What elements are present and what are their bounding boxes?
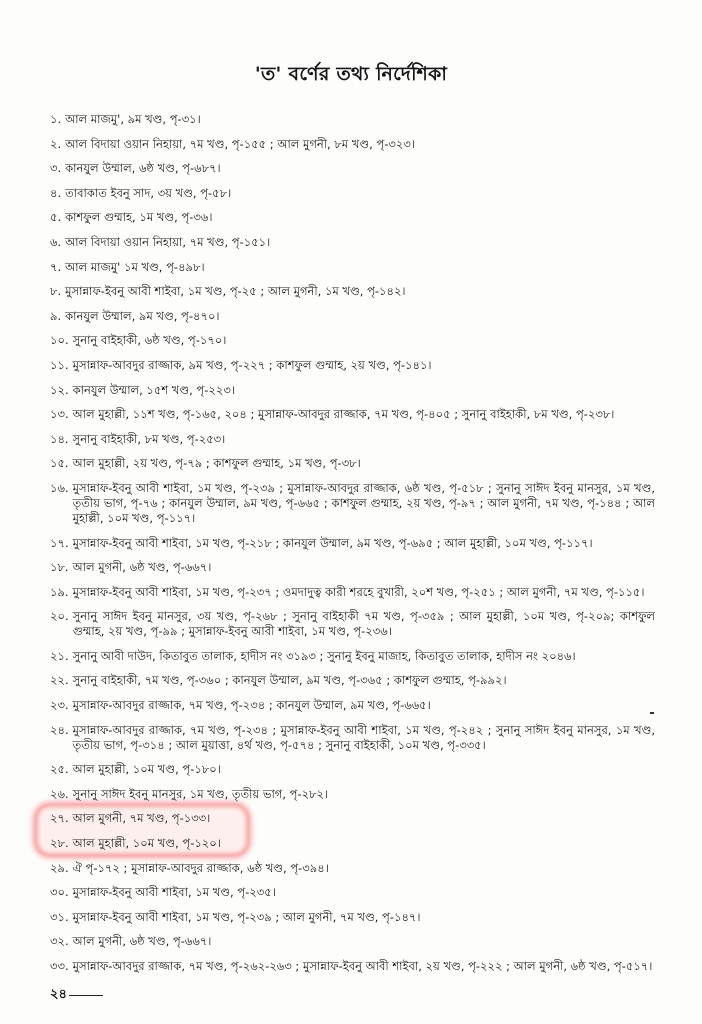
reference-number: ২৯. <box>50 860 69 875</box>
reference-entry <box>50 723 655 753</box>
reference-entry <box>50 609 655 639</box>
reference-text: আল মুহাল্লী, ১০ম খণ্ড, পৃ-১৮০। <box>72 762 221 777</box>
reference-entry <box>50 934 655 949</box>
reference-entry <box>50 836 655 851</box>
reference-text: মুসান্নাফ-ইবনু আবী শাইবা, ১ম খণ্ড, পৃ-২৩৯ ; আল মুগনী, ৭ম খণ্ড, পৃ-১৪৭। <box>72 909 421 924</box>
reference-entry <box>50 673 655 688</box>
reference-number: ৬. <box>50 234 62 249</box>
reference-entry <box>50 235 655 250</box>
reference-number: ৪. <box>50 185 62 200</box>
reference-number: ৩০. <box>50 885 69 900</box>
reference-entry <box>50 481 655 526</box>
reference-text: আল মুগনী, ৭ম খণ্ড, পৃ-১৩৩। <box>72 811 211 826</box>
reference-entry <box>50 260 655 275</box>
reference-list <box>50 112 655 984</box>
reference-text: কানযুল উম্মাল, ৯ম খণ্ড, পৃ-৪৭০। <box>65 308 220 323</box>
reference-text: আল মুগনী, ৬ষ্ঠ খণ্ড, পৃ-৬৬৭। <box>72 934 212 949</box>
reference-text: কাশফুল গুম্মাহ, ১ম খণ্ড, পৃ-৩৬। <box>65 210 213 225</box>
reference-entry <box>50 861 655 876</box>
reference-entry <box>50 210 655 225</box>
page-number <box>50 985 103 1006</box>
reference-text: মুসান্নাফ-আবদুর রাজ্জাক, ৯ম খণ্ড, পৃ-২২৭ ; কাশফুল গুম্মাহ, ২য় খণ্ড, পৃ-১৪১। <box>72 357 432 372</box>
page-number-text: ২৪ <box>50 987 67 1002</box>
reference-number: ৭. <box>50 259 62 274</box>
reference-entry <box>50 762 655 777</box>
reference-text: আল মাজমু' ১ম খণ্ড, পৃ-৪৯৮। <box>65 259 205 274</box>
reference-number: ২৩. <box>50 698 69 713</box>
reference-number: ৩৩. <box>50 959 69 973</box>
reference-entry <box>50 333 655 348</box>
reference-entry <box>50 309 655 324</box>
reference-number: ৩২. <box>50 934 69 949</box>
reference-number: ১৭. <box>50 535 69 550</box>
reference-entry <box>50 649 655 664</box>
reference-text: কানযুল উম্মাল, ১৫শ খণ্ড, পৃ-২২৩। <box>72 382 235 397</box>
reference-entry <box>50 959 655 974</box>
reference-text: সুনানু সাঈদ ইবনু মানসুর, ৩য় খণ্ড, পৃ-২৬৮ ; সুনানু বাইহাকী ৭ম খণ্ড, পৃ-৩৫৯ ; আল মুহাল্লী, ১০ম খণ্ড, পৃ-২০৯; কাশফুল গুম্মাহ, ২য় খণ্ড, পৃ-৯৯ ; মুসান্নাফ-ইবনু আবী শাইবা, ১ম খণ্ড, পৃ-২৩৬। <box>72 609 655 639</box>
reference-text: আল মাজমু', ৯ম খণ্ড, পৃ-৩১। <box>65 112 201 126</box>
reference-text: আল মুহাল্লী, ২য় খণ্ড, পৃ-৭৯ ; কাশফুল গুম্মাহ, ১ম খণ্ড, পৃ-৩৮। <box>72 456 361 471</box>
reference-entry <box>50 407 655 422</box>
reference-number: ১৫. <box>50 456 69 471</box>
reference-number: ২. <box>50 136 62 151</box>
reference-number: ১৬. <box>50 480 69 495</box>
reference-entry <box>50 161 655 176</box>
reference-number: ২১. <box>50 648 69 663</box>
reference-entry <box>50 536 655 551</box>
reference-text: সুনানু বাইহাকী, ৭ম খণ্ড, পৃ-৩৬০ ; কানযুল উম্মাল, ৯ম খণ্ড, পৃ-৩৬৫ ; কাশফুল গুম্মাহ, পৃ-৯৯২। <box>72 673 507 688</box>
reference-entry <box>50 284 655 299</box>
reference-entry <box>50 585 655 600</box>
reference-number: ১৮. <box>50 560 69 575</box>
reference-text: ঐ পৃ-১৭২ ; মুসান্নাফ-আবদুর রাজ্জাক, ৬ষ্ঠ খণ্ড, পৃ-৩৯৪। <box>72 860 329 875</box>
reference-entry <box>50 910 655 925</box>
reference-text: কানযুল উম্মাল, ৬ষ্ঠ খণ্ড, পৃ-৬৮৭। <box>65 161 221 176</box>
reference-number: ২৭. <box>50 811 69 826</box>
reference-text: আল মুহাল্লী, ১১শ খণ্ড, পৃ-১৬৫, ২০৪ ; মুসান্নাফ-আবদুর রাজ্জাক, ৭ম খণ্ড, পৃ-৪০৫ ; সুনানু বাইহাকী, ৮ম খণ্ড, পৃ-২৩৮। <box>72 407 615 422</box>
reference-text: মুসান্নাফ-ইবনু আবী শাইবা, ১ম খণ্ড, পৃ-২৫ ; আল মুগনী, ১ম খণ্ড, পৃ-১৪২। <box>65 284 406 299</box>
reference-text: সুনানু বাইহাকী, ৬ষ্ঠ খণ্ড, পৃ-১৭০। <box>72 333 227 348</box>
stray-mark <box>650 712 654 714</box>
reference-text: আল মুগনী, ৬ষ্ঠ খণ্ড, পৃ-৬৬৭। <box>72 560 212 575</box>
reference-entry <box>50 885 655 900</box>
reference-text: মুসান্নাফ-আবদুর রাজ্জাক, ৭ম খণ্ড, পৃ-২৬২-২৬৩ ; মুসান্নাফ-ইবনু আবী শাইবা, ২য় খণ্ড, পৃ-২২২ ; আল মুগনী, ৬ষ্ঠ খণ্ড, পৃ-৫১৭। <box>72 959 653 973</box>
reference-number: ২৫. <box>50 762 69 777</box>
reference-text: সুনানু বাইহাকী, ৮ম খণ্ড, পৃ-২৫৩। <box>72 431 226 446</box>
reference-number: ২৮. <box>50 836 69 851</box>
reference-number: ৫. <box>50 210 62 225</box>
reference-number: ২২. <box>50 673 69 688</box>
reference-entry <box>50 432 655 447</box>
page-number-rule <box>69 995 103 996</box>
reference-entry <box>50 358 655 373</box>
reference-text: সুনানু আবী দাউদ, কিতাবুত তালাক, হাদীস নং ৩১৯৩ ; সুনানু ইবনু মাজাহ, কিতাবুত তালাক, হাদীস নং ২০৪৬। <box>72 648 576 663</box>
reference-number: ১১. <box>50 357 69 372</box>
reference-entry <box>50 456 655 471</box>
reference-entry <box>50 383 655 398</box>
reference-number: ১৪. <box>50 431 69 446</box>
reference-entry <box>50 112 655 127</box>
reference-text: মুসান্নাফ-আবদুর রাজ্জাক, ৭ম খণ্ড, পৃ-২৩৪ ; মুসান্নাফ-ইবনু আবী শাইবা, ১ম খণ্ড, পৃ-২৪২ ; সুনানু সাঈদ ইবনু মানসুর, ১ম খণ্ড, তৃতীয় ভাগ, পৃ-৩১৪ ; আল মুয়াত্তা, ৪র্থ খণ্ড, পৃ-৫৭৪ ; সুনানু বাইহাকী, ১০ম খণ্ড, পৃ-৩৩৫। <box>72 722 655 752</box>
reference-text: তাবাকাত ইবনু সাদ, ৩য় খণ্ড, পৃ-৫৮। <box>65 185 232 200</box>
reference-text: মুসান্নাফ-ইবনু আবী শাইবা, ১ম খণ্ড, পৃ-২৩৫। <box>72 885 276 900</box>
reference-text: সুনানু সাঈদ ইবনু মানসুর, ১ম খণ্ড, তৃতীয় ভাগ, পৃ-২৮২। <box>72 786 329 801</box>
reference-number: ২৬. <box>50 786 69 801</box>
reference-number: ৮. <box>50 284 62 299</box>
reference-text: আল মুহাল্লী, ১০ম খণ্ড, পৃ-১২০। <box>72 836 221 851</box>
reference-number: ১৩. <box>50 407 69 422</box>
reference-entry <box>50 560 655 575</box>
reference-number: ১৯. <box>50 584 69 599</box>
reference-entry <box>50 137 655 152</box>
page-title: 'ত' বর্ণের তথ্য নির্দেশিকা <box>254 63 448 85</box>
reference-number: ৩. <box>50 161 62 176</box>
reference-text: আল বিদায়া ওয়ান নিহায়া, ৭ম খণ্ড, পৃ-১৫১। <box>65 234 271 249</box>
reference-text: মুসান্নাফ-ইবনু আবী শাইবা, ১ম খণ্ড, পৃ-২৩৯ ; মুসান্নাফ-আবদুর রাজ্জাক, ৬ষ্ঠ খণ্ড, পৃ-৫১৮ ; সুনানু সাঈদ ইবনু মানসুর, ১ম খণ্ড, তৃতীয় ভাগ, পৃ-৭৬ ; কানযুল উম্মাল, ৯ম খণ্ড, পৃ-৬৬৫ ; কাশফুল গুম্মাহ, ২য় খণ্ড, পৃ-৯৭ ; আল মুগনী, ৭ম খণ্ড, পৃ-১৪৪ ; আল মুহাল্লী, ১০ম খণ্ড, পৃ-১১৭। <box>72 480 655 525</box>
reference-number: ৩১. <box>50 909 69 924</box>
reference-entry <box>50 698 655 713</box>
reference-text: মুসান্নাফ-ইবনু আবী শাইবা, ১ম খণ্ড, পৃ-২১৮ ; কানযুল উম্মাল, ৯ম খণ্ড, পৃ-৬৯৫ ; আল মুহাল্লী, ১০ম খণ্ড, পৃ-১১৭। <box>72 535 593 550</box>
reference-text: মুসান্নাফ-আবদুর রাজ্জাক, ৭ম খণ্ড, পৃ-২৩৪ ; কানযুল উম্মাল, ৯ম খণ্ড, পৃ-৬৬৫। <box>72 698 431 713</box>
reference-number: ২০. <box>50 609 69 624</box>
reference-text: আল বিদায়া ওয়ান নিহায়া, ৭ম খণ্ড, পৃ-১৫৫ ; আল মুগনী, ৮ম খণ্ড, পৃ-৩২৩। <box>65 136 415 151</box>
reference-number: ১০. <box>50 333 69 348</box>
reference-number: ৯. <box>50 308 62 323</box>
reference-number: ১. <box>50 112 62 126</box>
reference-entry <box>50 811 655 826</box>
reference-text: মুসান্নাফ-ইবনু আবী শাইবা, ১ম খণ্ড, পৃ-২৩৭ ; ওমদাদুত্ব কারী শরহে বুখারী, ২০শ খণ্ড, পৃ-২৫১ ; আল মুগনী, ৭ম খণ্ড, পৃ-১১৫। <box>72 584 645 599</box>
reference-number: ২৪. <box>50 722 69 737</box>
reference-number: ১২. <box>50 382 69 397</box>
reference-entry <box>50 186 655 201</box>
reference-entry <box>50 787 655 802</box>
